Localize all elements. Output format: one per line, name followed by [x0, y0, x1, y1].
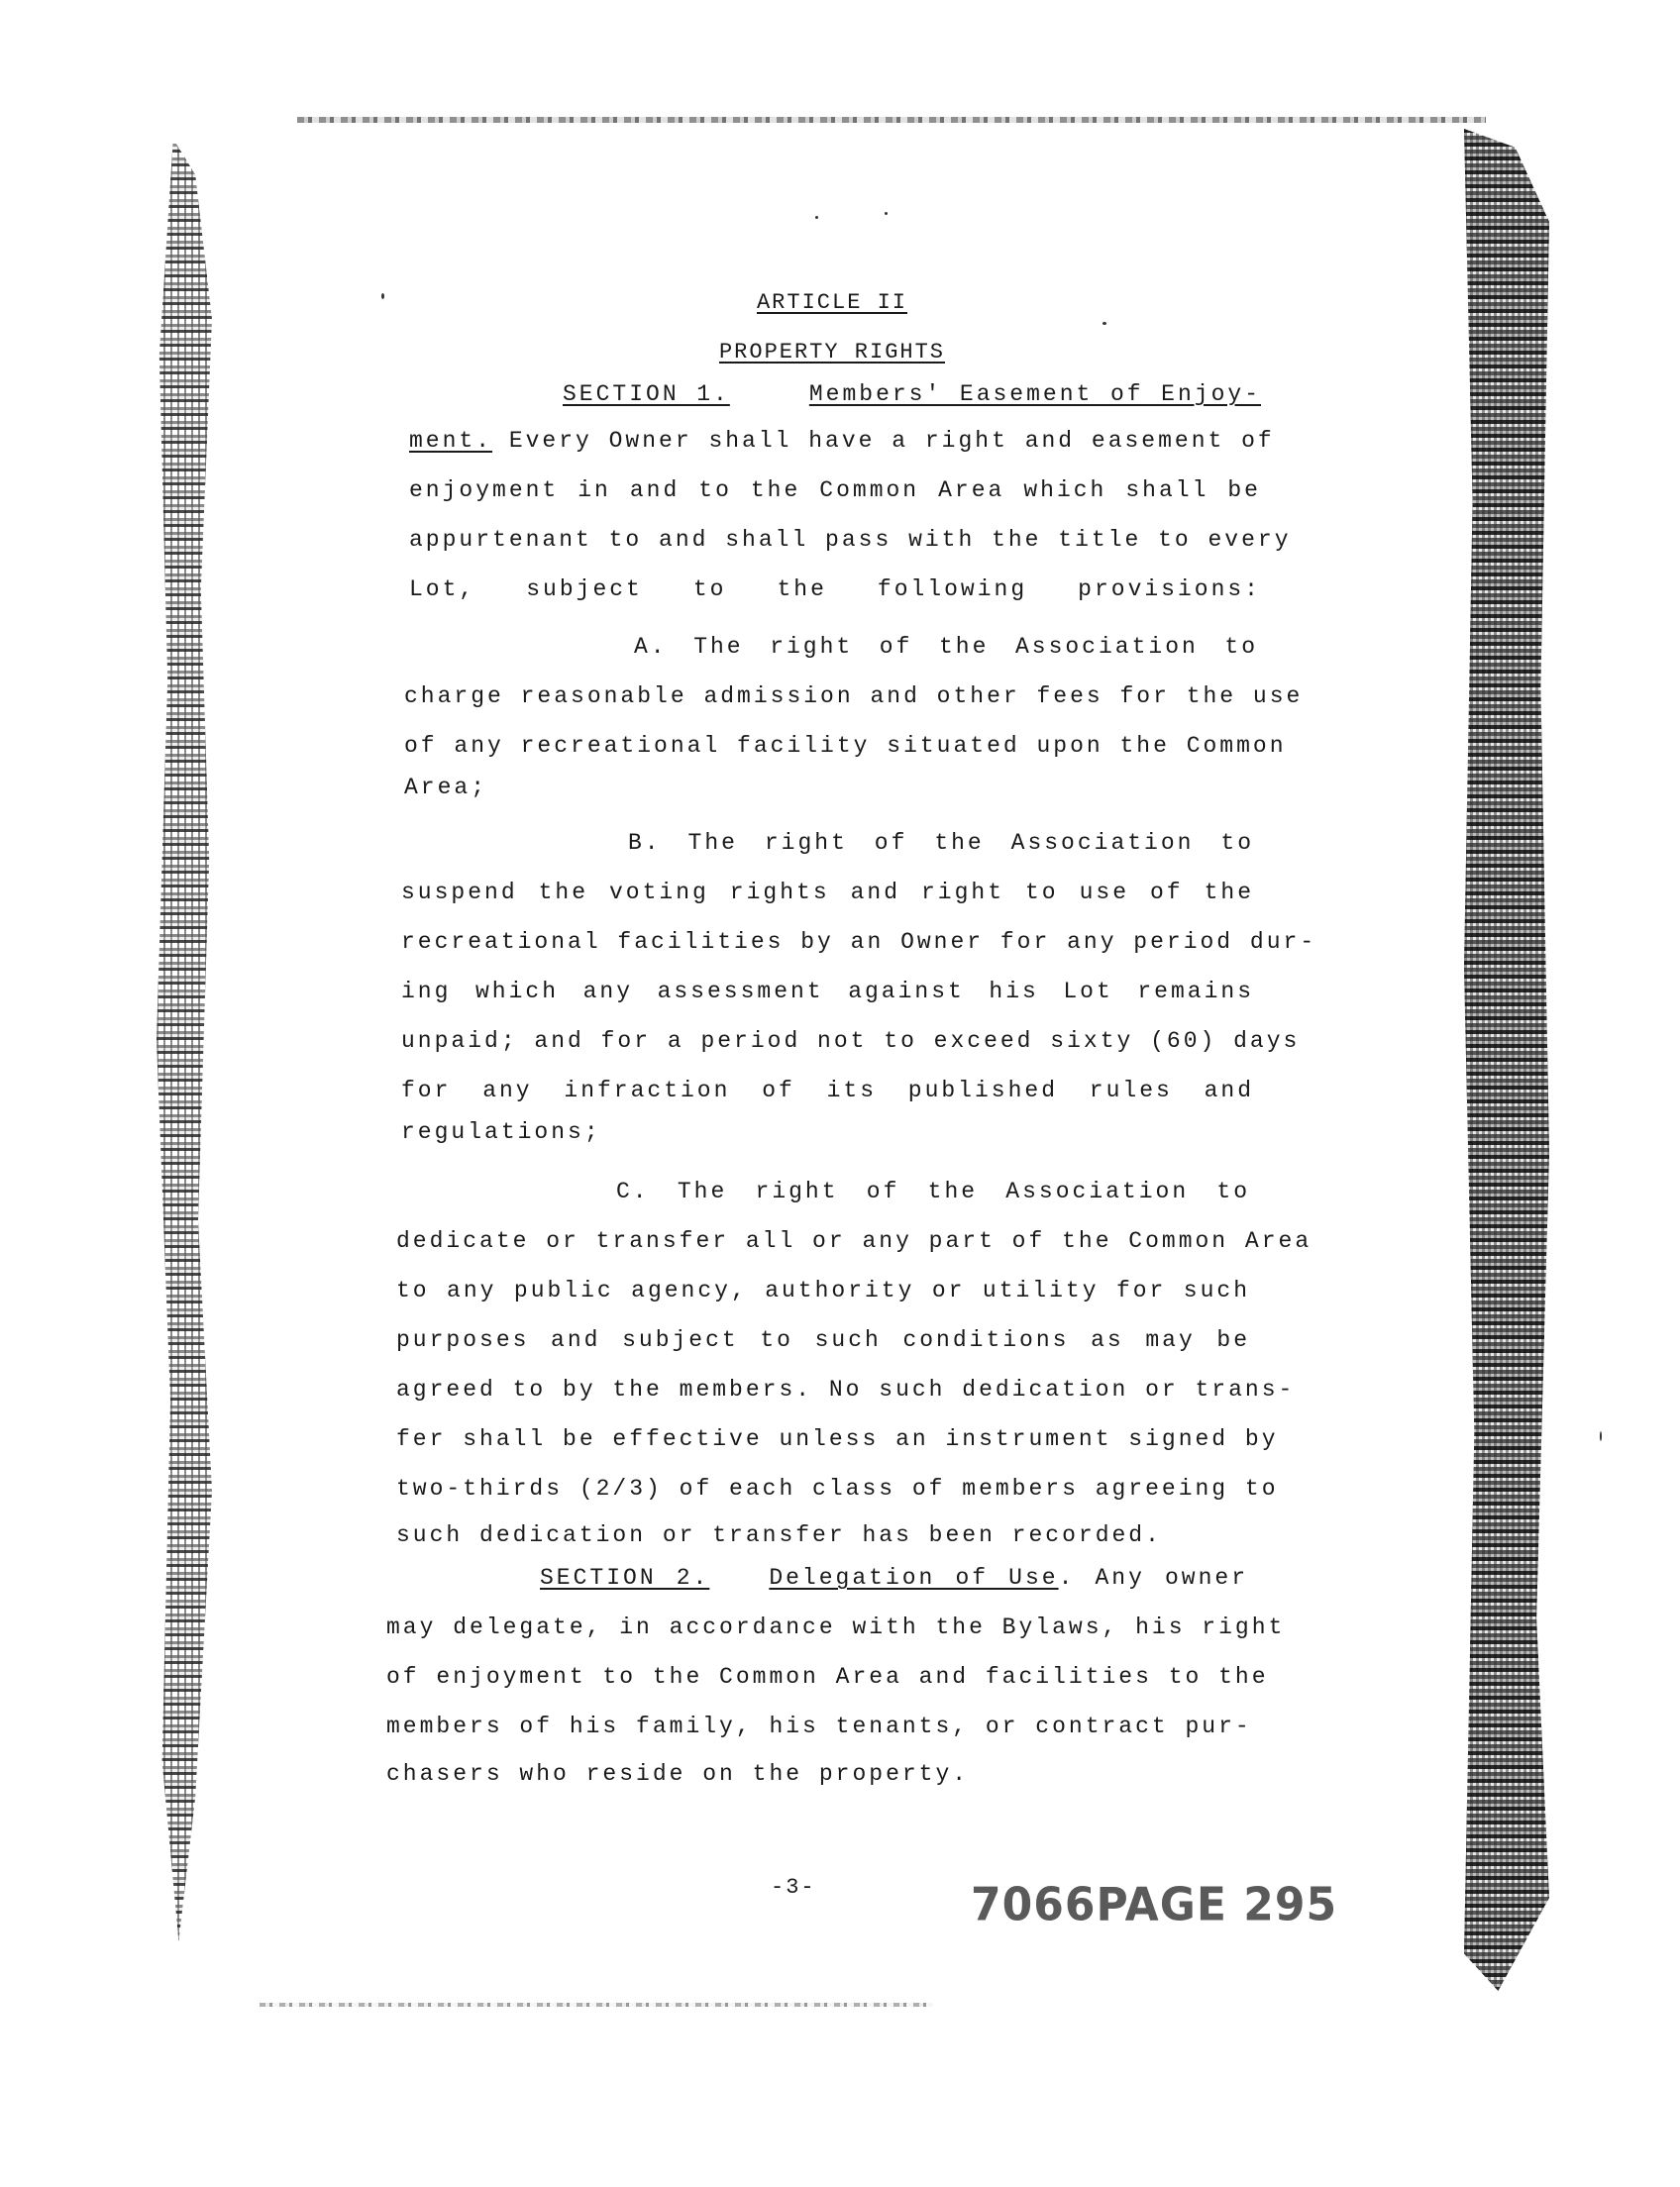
paragraph-b-line-6: for any infraction of its published rules and [401, 1078, 1254, 1103]
paragraph-a-line-4: Area; [404, 775, 488, 800]
paragraph-a-line-3: of any recreational facility situated upon the Common [404, 733, 1287, 759]
scan-edge-left [157, 139, 212, 1941]
paragraph-c-line-3: to any public agency, authority or utility for such [396, 1278, 1250, 1303]
section-2-heading-line: SECTION 2. Delegation of Use. Any owner [540, 1565, 1249, 1591]
section-1-title-cont: ment. [409, 428, 493, 454]
paragraph-c-line-7: two-thirds (2/3) of each class of members agreeing to [396, 1476, 1279, 1502]
section-1-line-3: appurtenant to and shall pass with the title to every [409, 527, 1292, 553]
book-page-stamp: 7066PAGE 295 [971, 1878, 1338, 1932]
paragraph-c-line-6: fer shall be effective unless an instrument signed by [396, 1426, 1279, 1452]
paragraph-b-line-4: ing which any assessment against his Lot remains [401, 979, 1254, 1004]
paragraph-b-line-2: suspend the voting rights and right to use of the [401, 880, 1254, 905]
section-2-line-4: members of his family, his tenants, or contract pur- [386, 1714, 1252, 1739]
section-2-line-5: chasers who reside on the property. [386, 1761, 970, 1787]
section-1-title: Members' Easement of Enjoy- [808, 381, 1261, 407]
scan-speck [1102, 322, 1106, 325]
paragraph-b-line-3: recreational facilities by an Owner for any period dur- [401, 929, 1317, 955]
article-heading: ARTICLE II [756, 290, 908, 315]
paragraph-c-line-2: dedicate or transfer all or any part of the Common Area [396, 1228, 1312, 1254]
paragraph-b-line-1: B. The right of the Association to [628, 830, 1254, 856]
paragraph-c-line-4: purposes and subject to such conditions as may be [396, 1327, 1250, 1353]
scan-speck [1600, 1431, 1602, 1441]
section-1-line-2: enjoyment in and to the Common Area which shall be [409, 477, 1261, 503]
section-1-heading-line [563, 381, 1261, 407]
paragraph-c-line-8: such dedication or transfer has been recorded. [396, 1522, 1162, 1548]
scan-edge-top [297, 117, 1486, 123]
paragraph-c-line-5: agreed to by the members. No such dedication or trans- [396, 1377, 1296, 1403]
article-title: PROPERTY RIGHTS [718, 340, 946, 364]
page-number: -3- [771, 1875, 816, 1900]
scan-speck [815, 216, 818, 219]
scan-edge-bottom [260, 2003, 933, 2007]
section-1-line-1: ment. Every Owner shall have a right and easement of [409, 428, 1275, 454]
scan-speck [885, 212, 888, 215]
paragraph-c-line-1: C. The right of the Association to [616, 1179, 1250, 1204]
section-2-label: SECTION 2. [540, 1565, 710, 1591]
paragraph-b-line-7: regulations; [401, 1119, 601, 1145]
paragraph-b-line-5: unpaid; and for a period not to exceed sixty (60) days [401, 1028, 1301, 1054]
paragraph-a-line-2: charge reasonable admission and other fees for the use [404, 683, 1304, 709]
paragraph-a-line-1: A. The right of the Association to [634, 634, 1258, 660]
section-2-line-2: may delegate, in accordance with the Bylaws, his right [386, 1614, 1286, 1640]
scan-edge-right [1464, 129, 1549, 1991]
section-1-line-4: Lot, subject to the following provisions: [409, 576, 1261, 602]
section-2-line-3: of enjoyment to the Common Area and facilities to the [386, 1664, 1269, 1690]
section-2-title: Delegation of Use [769, 1565, 1059, 1591]
section-1-label: SECTION 1. [563, 381, 730, 407]
